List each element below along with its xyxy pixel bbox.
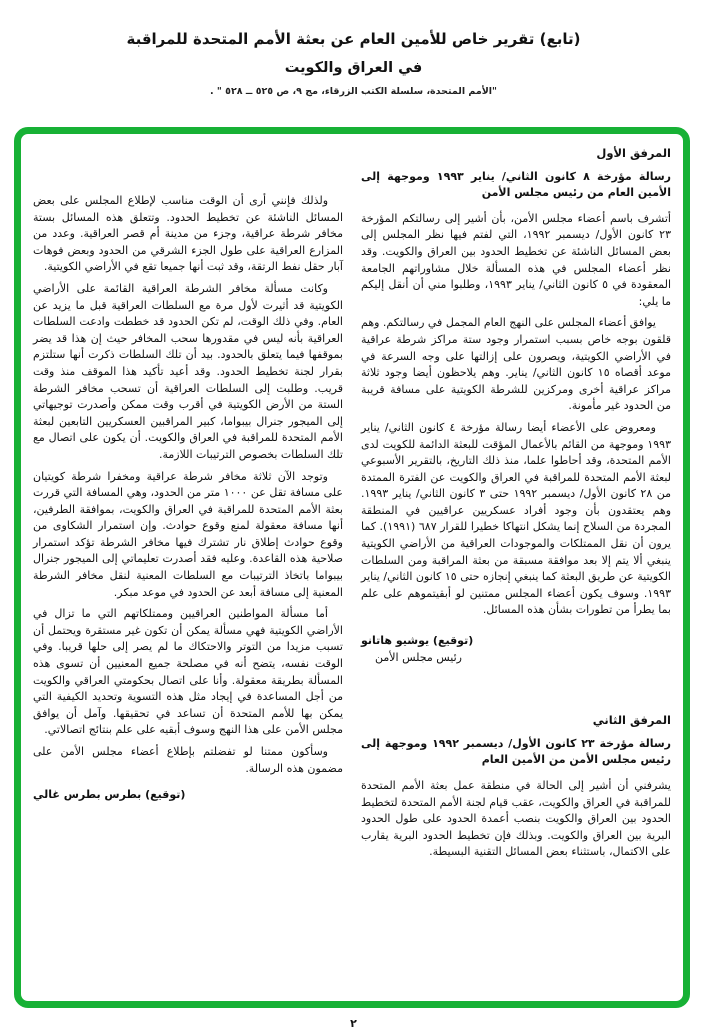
two-column-text-area	[33, 143, 671, 993]
left-paragraph-4: أما مسألة المواطنين العراقيين وممتلكاتهم التي ما تزال في الأراضي الكويتية فهي مسألة يمكن أن تكون غير مستقرة ويحتمل أن تسبب مزيدا من التوتر والاحتكاك ما لم يصر إلى حلها قريبا. وفي الوقت نفسه، يتضح أنه في مصلحة جميع المعنيين أن تسوى هذه المسألة بطريقة معقولة. وأنا على اتصال بحكومتي العراقي والكويت من أجل المساعدة في إيجاد مثل هذه التسوية وتحديد الكيفية التي يمكن بها للأمم المتحدة أن تساعد في تحقيقها. وآمل أن يوافق مجلس الأمن على هذا النهج وسوف أبقيه على علم بنتائج اتصالاتي.	[33, 607, 343, 737]
annex1-paragraph-1: أتشرف باسم أعضاء مجلس الأمن، بأن أشير إلى رسالتكم المؤرخة ٢٣ كانون الأول/ ديسمبر ١٩٩٢، التي لفتم فيها نظر المجلس إلى بعض المسائل الناشئة عن تخطيط الحدود بين العراق والكويت. وقد نظر أعضاء المجلس في هذه المسألة خلال مشاوراتهم الجامعة المعقودة في ٥ كانون الثاني/ يناير ١٩٩٣، وطلبوا مني أن أنقل إليكم ما يلي:	[361, 211, 672, 308]
annex2-heading: المرفق الثاني	[592, 713, 671, 728]
annex1-signature: (توقيع) يوشيو هاتانو	[361, 634, 474, 648]
left-paragraph-1: ولذلك فإنني أرى أن الوقت مناسب لإطلاع المجلس على بعض المسائل الناشئة عن تخطيط الحدود. وتتعلق هذه المسائل بستة مخافر شرطة عراقية، وجزء من مدينة أم قصر العراقية. وعدد من المزارع العراقية على طول الجزء الشرقي من الحدود وبعض فوهات آبار حقل نفط الرتقة، وقد ثبت أنها جميعا تقع في الأراضي الكويتية.	[33, 194, 343, 274]
secretary-general-signature: (توقيع) بطرس بطرس غالي	[33, 788, 186, 802]
annex1-subheading: رسالة مؤرخة ٨ كانون الثاني/ يناير ١٩٩٣ وموجهة إلى الأمين العام من رئيس مجلس الأمن	[361, 169, 671, 200]
left-column	[33, 143, 343, 993]
annex1-heading: المرفق الأول	[596, 146, 671, 160]
left-paragraph-2: وكانت مسألة مخافر الشرطة العراقية القائمة على الأراضي الكويتية قد أثيرت لأول مرة مع السلطات العراقية قبل ما يزيد عن العام. وفي ذلك الوقت، لم تكن الحدود قد خططت وادعت السلطات العراقية بأنه ليس في مقدورها سحب المخافر حيث إن هذا قد يضر بموقفها فيما يتعلق بالحدود. بيد أن تلك السلطات ذكرت أنها ستلتزم بقرار لجنة تخطيط الحدود. وقد أعيد تأكيد هذا الموقف منذ وقت قريب. وطلبت إلى السلطات العراقية أن تسحب مخافر الشرطة الستة من الأرض الكويتية في أقرب وقت ممكن وأصدرت توجيهاتي إلى الميجور جنرال بيبواما، كبير المراقبين العسكريين التابعين لبعثة الأمم المتحدة للمراقبة في العراق والكويت. أن يكون على اتصال مع تلك السلطات بخصوص الترتيبات اللازمة.	[33, 281, 343, 461]
right-column	[361, 143, 671, 993]
annex1-signature-title: رئيس مجلس الأمن	[375, 650, 462, 664]
document-source-citation: "الأمم المتحدة، سلسلة الكتب الزرقاء، مج ٩، ص ٥٢٥ ــ ٥٢٨ " .	[209, 86, 497, 97]
left-paragraph-3: وتوجد الآن ثلاثة مخافر شرطة عراقية ومخفرا شرطة كويتيان على مسافة تقل عن ١٠٠٠ متر من الحدود، وهي المسافة التي قررت بعثة الأمم المتحدة للمراقبة في العراق والكويت، بموافقة الطرفين، أنها مسافة معقولة لمنع وقوع حوادث. وإن استمرار الشكاوى من وقوع حوادث إطلاق نار تشترك فيها مخافر الشرطة تؤكد استمرار صلاحية هذه القاعدة. وعليه فقد أصدرت تعليماتي إلى الميجور جنرال بيبواما باتخاذ الترتيبات مع السلطات المعنية لنقل مخافر الشرطة المعنية إلى مسافة أبعد عن الحدود في موعد مبكر.	[33, 469, 343, 599]
page-number: ٢	[350, 1017, 357, 1030]
annex2-subheading: رسالة مؤرخة ٢٣ كانون الأول/ ديسمبر ١٩٩٢ وموجهة إلى رئيس مجلس الأمن من الأمين العام	[361, 736, 671, 767]
left-closing-paragraph: وسأكون ممتنا لو تفضلتم بإطلاع أعضاء مجلس الأمن على مضمون هذه الرسالة.	[33, 745, 343, 775]
document-title-line2: في العراق والكويت	[284, 60, 423, 76]
green-highlight-box	[14, 127, 690, 1008]
annex1-paragraph-2: يوافق أعضاء المجلس على النهج العام المجمل في رسالتكم. وهم قلقون بوجه خاص بسبب استمرار وجود ستة مراكز شرطة عراقية في الأراضي الكويتية، ويصرون على إزالتها على وجه السرعة في موعد أقصاه ١٥ كانون الثاني/ يناير. وهم يلاحظون أيضا وجود ثلاثة مراكز عراقية أخرى ومركزين للشرطة الكويتية على مسافة قريبة من الحدود غير مأمونة.	[361, 316, 672, 413]
annex2-paragraph-1: يشرفني أن أشير إلى الحالة في منطقة عمل بعثة الأمم المتحدة للمراقبة في العراق والكويت، عقب قيام لجنة الأمم المتحدة لتخطيط الحدود بين العراق والكويت بنصب أعمدة الحدود على طول الحدود البرية بين العراق والكويت. وبذلك فإن تخطيط الحدود البرية يقارب على الاكتمال، باستثناء بعض المسائل التقنية البسيطة.	[361, 779, 671, 859]
document-header	[0, 0, 707, 97]
annex1-paragraph-3: ومعروض على الأعضاء أيضا رسالة مؤرخة ٤ كانون الثاني/ يناير ١٩٩٣ وموجهة من القائم بالأعمال المؤقت للبعثة الدائمة للكويت لدى الأمم المتحدة، وقد أحاطوا علما، منذ ذلك التاريخ، بالتقرير الأسبوعي لبعثة الأمم المتحدة للمراقبة في العراق والكويت عن الفترة الممتدة من ٢٨ كانون الأول/ ديسمبر ١٩٩٢ حتى ٣ كانون الثاني/ يناير ١٩٩٣. وهم يعتقدون بأن وجود أفراد عسكريين عراقيين في المنطقة المجردة من السلاح إنما يشكل انتهاكا خطيرا للقرار ٦٨٧ (١٩٩١). كما يرون أن نقل الممتلكات والموجودات العراقية من الأراضي الكويتية ينبغي ألا يتم إلا بعد موافقة مسبقة من بعثة المراقبة ومن السلطات الكويتية عن طريق البعثة كما ينبغي إنجازه حتى ١٥ كانون الثاني/ يناير ١٩٩٣. وسوف يكون أعضاء المجلس ممتنين لو أبقيتموهم على علم بما يطرأ من تطورات بشأن هذه المسائل.	[361, 420, 672, 617]
document-title-line1: (تابع) تقرير خاص للأمين العام عن بعثة الأمم المتحدة للمراقبة	[126, 30, 581, 48]
